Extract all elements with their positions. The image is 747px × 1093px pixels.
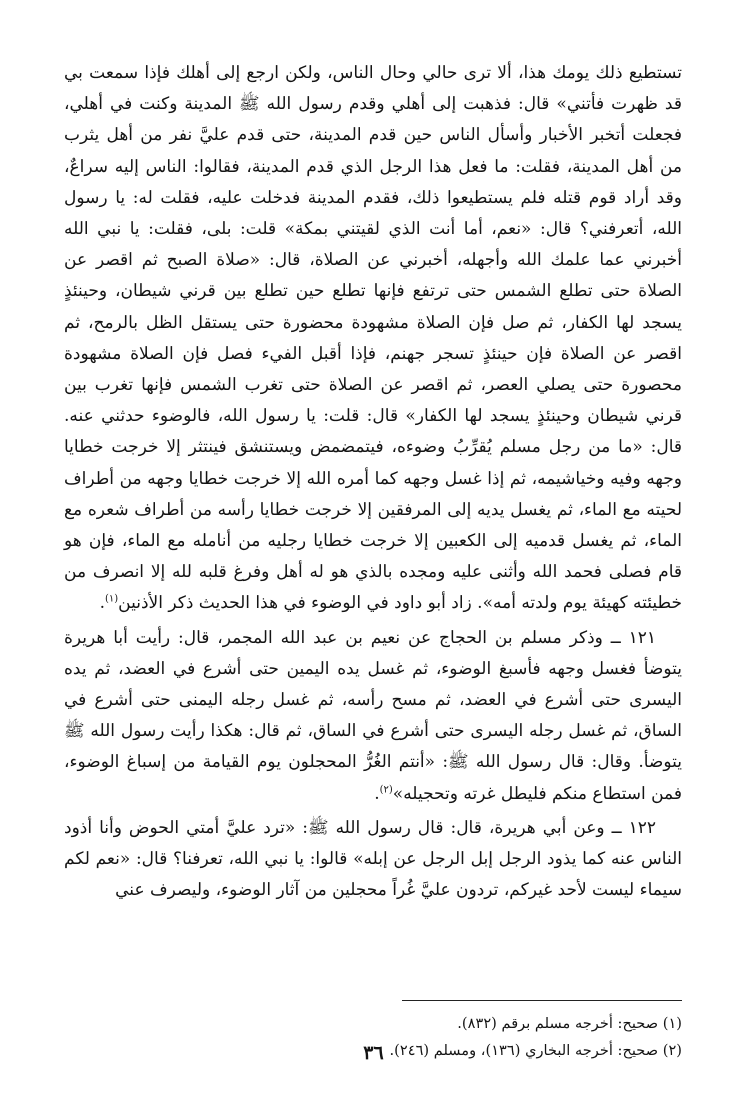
book-page xyxy=(64,58,682,1058)
paragraph-hadith-121 xyxy=(64,623,682,810)
footnote-1: (١) صحيح: أخرجه مسلم برقم (٨٣٢). xyxy=(457,1015,682,1032)
page-number: ٣٦ xyxy=(363,1042,384,1064)
footnote-separator xyxy=(402,1000,682,1001)
footnote-marker-2: (٢) xyxy=(379,784,393,796)
paragraph-end: . xyxy=(374,783,380,804)
main-text xyxy=(64,58,682,906)
footnote-2: (٢) صحيح: أخرجه البخاري (١٣٦)، ومسلم (٢٤٦). xyxy=(389,1042,682,1059)
footnote-marker-1: (١) xyxy=(104,593,119,605)
paragraph-text: تستطيع ذلك يومك هذا، ألا ترى حالي وحال الناس، ولكن ارجع إلى أهلك فإذا سمعت بي قد ظهرت فأتني» قال: فذهبت إلى أهلي وقدم رسول الله ﷺ المدينة وكنت في أهلي، فجعلت أتخبر الأخبار وأسأل الناس حين قدم المدينة، حتى قدم عليَّ نفر من أهل يثرب من أهل المدينة، فقلت: ما فعل هذا الرجل الذي قدم المدينة، فقالوا: الناس إليه سراعٌ، وقد أراد قوم قتله فلم يستطيعوا ذلك، فقدم المدينة فدخلت عليه، فقلت له: يا رسول الله، أتعرفني؟ قال: «نعم، أما أنت الذي لقيتني بمكة» قلت: بلى، فقلت: يا نبي الله أخبرني عما علمك الله وأجهله، أخبرني عن الصلاة، قال: «صلاة الصبح ثم اقصر عن الصلاة حتى تطلع الشمس حتى ترتفع فإنها تطلع حين تطلع بين قرني شيطان، وحينئذٍ يسجد لها الكفار، ثم صل فإن الصلاة مشهودة محضورة حتى يستقل الظل بالرمح، ثم اقصر عن الصلاة فإن حينئذٍ تسجر جهنم، فإذا أقبل الفيء فصل فإن الصلاة مشهودة محصورة حتى يصلي العصر، ثم اقصر عن الصلاة حتى تغرب الشمس فإنها تغرب بين قرني شيطان وحينئذٍ يسجد لها الكفار» قال: قلت: يا رسول الله، فالوضوء حدثني عنه. قال: «ما من رجل مسلم يُقرِّبُ وضوءه، فيتمضمض ويستنشق فينتثر إلا خرجت خطايا وجهه وفيه وخياشيمه، ثم إذا غسل وجهه كما أمره الله إلا خرجت خطايا وجهه من أطراف لحيته مع الماء، ثم يغسل يديه إلى المرفقين إلا خرجت خطايا رأسه من أطراف شعره مع الماء، ثم يغسل قدميه إلى الكعبين إلا خرجت خطايا رجليه من أنامله مع الماء، فإن هو قام فصلى فحمد الله وأثنى عليه ومجده بالذي هو له أهل وفرغ قلبه لله إلا انصرف من خطيئته كهيئة يوم ولدته أمه». زاد أبو داود في الوضوء في هذا الحديث ذكر الأذنين xyxy=(64,63,682,614)
paragraph-hadith-122 xyxy=(64,813,682,907)
paragraph-text: ١٢١ ــ وذكر مسلم بن الحجاج عن نعيم بن عبد الله المجمر، قال: رأيت أبا هريرة يتوضأ فغسل وجهه فأسبغ الوضوء، ثم غسل يده اليمين حتى أشرع في العضد، ثم يده اليسرى حتى أشرع في العضد، ثم مسح رأسه، ثم غسل رجله اليمنى حتى أشرع في الساق، ثم غسل رجله اليسرى حتى أشرع في الساق، ثم قال: هكذا رأيت رسول الله ﷺ يتوضأ. وقال: قال رسول الله ﷺ: «أنتم الغُرُّ المحجلون يوم القيامة من إسباغ الوضوء، فمن استطاع منكم فليطل غرته وتحجيله» xyxy=(64,627,682,804)
paragraph-hadith-120-continued: تستطيع ذلك يومك هذا، ألا ترى حالي وحال الناس، ولكن ارجع إلى أهلك فإذا سمعت بي قد ظهرت فأتني» قال: فذهبت إلى أهلي وقدم رسول الله ﷺ المدينة وكنت في أهلي، فجعلت أتخبر الأخبار وأسأل الناس حين قدم المدينة، حتى قدم عليَّ نفر من أهل يثرب من أهل المدينة، فقلت: ما فعل هذا الرجل الذي قدم المدينة، فقالوا: الناس إليه سراعٌ، وقد أراد قوم قتله فلم يستطيعوا ذلك، فقدم المدينة فدخلت عليه، فقلت له: يا رسول الله، أتعرفني؟ قال: «نعم، أما أنت الذي لقيتني بمكة» قلت: بلى، فقلت: يا نبي الله أخبرني عما علمك الله وأجهله، أخبرني عن الصلاة، قال: «صلاة الصبح ثم اقصر عن الصلاة حتى تطلع الشمس حتى ترتفع فإنها تطلع حين تطلع بين قرني شيطان، وحينئذٍ يسجد لها الكفار، ثم صل فإن الصلاة مشهودة محضورة حتى يستقل الظل بالرمح، ثم اقصر عن الصلاة فإن حينئذٍ تسجر جهنم، فإذا أقبل الفيء فصل فإن الصلاة مشهودة محصورة حتى يصلي العصر، ثم اقصر عن الصلاة حتى تغرب الشمس فإنها تغرب بين قرني شيطان وحينئذٍ يسجد لها الكفار» قال: قلت: يا رسول الله، فالوضوء حدثني عنه. قال: «ما من رجل مسلم يُقرِّبُ وضوءه، فيتمضمض ويستنشق فينتثر إلا خرجت خطايا وجهه وفيه وخياشيمه، ثم إذا غسل وجهه كما أمره الله إلا خرجت خطايا وجهه من أطراف لحيته مع الماء، ثم يغسل يديه إلى المرفقين إلا خرجت خطايا رأسه من أطراف شعره مع الماء، ثم يغسل قدميه إلى الكعبين إلا خرجت خطايا رجليه من أنامله مع الماء، فإن هو قام فصلى فحمد الله وأثنى عليه ومجده بالذي هو له أهل وفرغ قلبه لله إلا انصرف من خطيئته كهيئة يوم ولدته أمه». زاد أبو داود في الوضوء في هذا الحديث ذكر الأذنين$^{(١)}$. xyxy=(64,63,682,614)
paragraph-text: ١٢٢ ــ وعن أبي هريرة، قال: قال رسول الله ﷺ: «ترد عليَّ أمتي الحوض وأنا أذود الناس عنه كما يذود الرجل إبل الرجل عن إبله» قالوا: يا نبي الله، تعرفنا؟ قال: «نعم لكم سيماء ليست لأحد غيركم، تردون عليَّ غُراً محجلين من آثار الوضوء، وليصرف عني xyxy=(64,817,682,901)
